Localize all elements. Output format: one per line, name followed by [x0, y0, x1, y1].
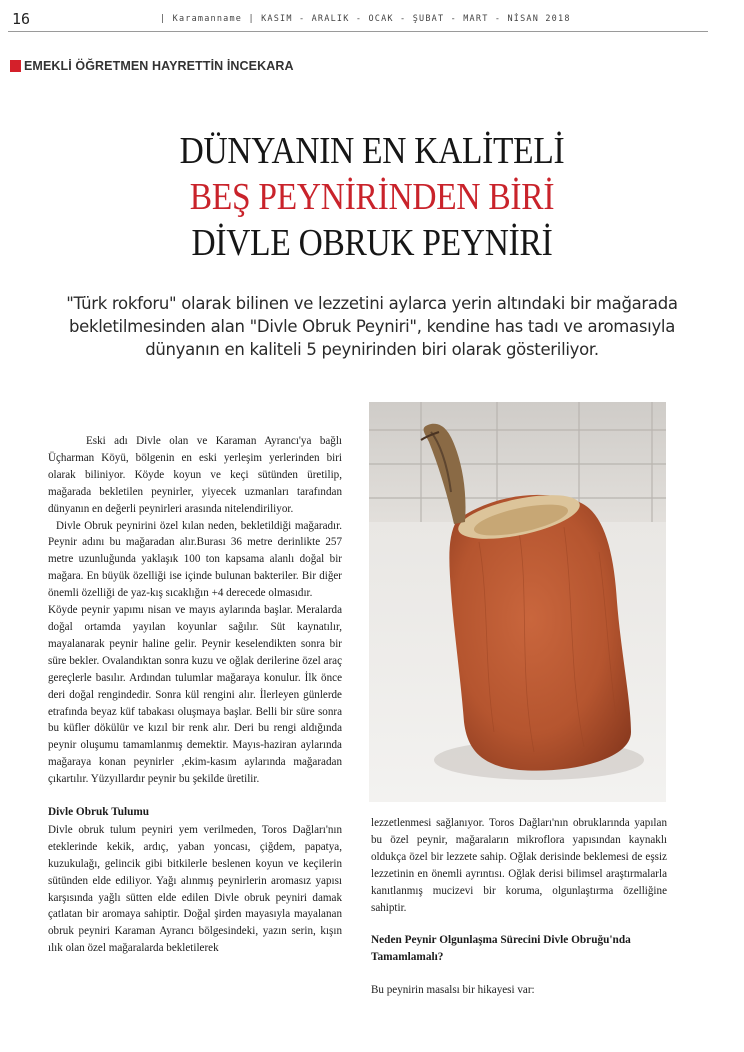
subheading: Neden Peynir Olgunlaşma Sürecini Divle Obruğu'nda Tamamlamalı? — [371, 934, 631, 964]
body-paragraph: lezzetlenmesi sağlanıyor. Toros Dağları'nın obruklarında yapılan bu özel peynir, mağaraların mikroflora yapısından kaynaklı oldukça özel bir lezzete sahip. Oğlak derisinde beklemesi de eşsiz lezzetinin en önemli ayrıntısı. Oğlak derisi bilimsel araştırmalarla kanıtlanmış mucizevi bir koruma, olgunlaştırma özelliğine sahiptir. — [371, 817, 667, 914]
red-square-icon — [10, 60, 21, 72]
running-head: | Karamanname | KASIM - ARALIK - OCAK - ŞUBAT - MART - NİSAN 2018 — [160, 14, 571, 24]
author-byline — [10, 58, 294, 74]
article-title — [0, 128, 744, 266]
title-line-2: BEŞ PEYNİRİNDEN BİRİ — [189, 176, 555, 218]
lede-line-3: dünyanın en kaliteli 5 peynirinden biri olarak gösteriliyor. — [145, 340, 599, 359]
body-column-right — [371, 815, 667, 999]
body-paragraph: Divle Obruk peynirini özel kılan neden, bekletildiği mağaradır. Peynir adını bu mağaradan alır.Burası 36 metre derinlikte 257 metre uzunluğunda yaklaşık 100 ton kapsama alanlı doğal bir mağara. En büyük özelliği ise içinde bulunan bakteriler. Bir diğer önemli özelliği de yaz-kış sıcaklığın +4 derecede olmasıdır. — [48, 519, 342, 600]
cheese-photo — [369, 402, 666, 802]
body-paragraph: Köyde peynir yapımı nisan ve mayıs aylarında başlar. Meralarda doğal ortamda yayılan koyunlar sağılır. Süt kaynatılır, mayalanarak peynir haline gelir. Peynir keselendikten sonra bir süre bekler. Ovalandıktan sonra kuzu ve oğlak derilerine özel araç gereçlerle basılır. Ardından tulumlar mağaraya konulur. İlk önce deri doğal rengindedir. Sonra kül rengini alır. İlerleyen günlerde etrafında beyaz küf tabakası oluşmaya başlar. Belli bir süre sonra bu küfler dökülür ve kızıl bir renk alır. Deri bu rengi aldığında peynir oluşumu tamamlanmış demektir. Mayıs-haziran aylarında mağaraya konan peynirler ,ekim-kasım aylarında mağaradan çıkartılır. Yüzyıllardır peynir bu şekilde üretilir. — [48, 604, 342, 786]
page-header — [0, 0, 744, 34]
body-paragraph: Bu peynirin masalsı bir hikayesi var: — [371, 984, 535, 997]
author-name: EMEKLİ ÖĞRETMEN HAYRETTİN İNCEKARA — [24, 59, 294, 73]
lede-line-2: bekletilmesinden alan "Divle Obruk Peyniri", kendine has tadı ve aromasıyla — [68, 317, 676, 336]
header-rule — [8, 31, 708, 32]
body-column-left — [48, 433, 342, 957]
body-paragraph: Eski adı Divle olan ve Karaman Ayrancı'ya bağlı Üçharman Köyü, bölgenin en eski yerleşim yerlerinden biri olarak biliniyor. Köyde koyun ve keçi sütünden üretilip, mağarada bekletilen peynirler, yiyecek uzmanları tarafından dünyanın en değerli peynirleri arasında nitelendiriliyor. — [48, 435, 342, 515]
body-paragraph: Divle obruk tulum peyniri yem verilmeden, Toros Dağları'nın eteklerinde kekik, ardıç, yaban yoncası, çiğdem, papatya, kuzukulağı, gelincik gibi bitkilerle beslenen koyun ve keçilerin sütünden elde ediliyor. Yağı alınmış peynirlerin aromasız yapısı karşısında yağlı sütten elde edilen Divle obruk peyniri damak çatlatan bir aromaya sahiptir. Doğal şirden mayasıyla mayalanan obruk peyniri Karaman Ayrancı bölgesindeki, yazın serin, kışın ılık olan özel mağaralarda bekletilerek — [48, 823, 342, 955]
tulum-cheese-image — [369, 402, 666, 802]
subheading: Divle Obruk Tulumu — [48, 806, 150, 819]
title-line-1: DÜNYANIN EN KALİTELİ — [179, 130, 565, 172]
page-number: 16 — [12, 10, 31, 28]
lede-line-1: "Türk rokforu" olarak bilinen ve lezzetini aylarca yerin altındaki bir mağarada — [66, 294, 678, 313]
article-lede — [40, 292, 704, 361]
title-line-3: DİVLE OBRUK PEYNİRİ — [191, 222, 553, 264]
